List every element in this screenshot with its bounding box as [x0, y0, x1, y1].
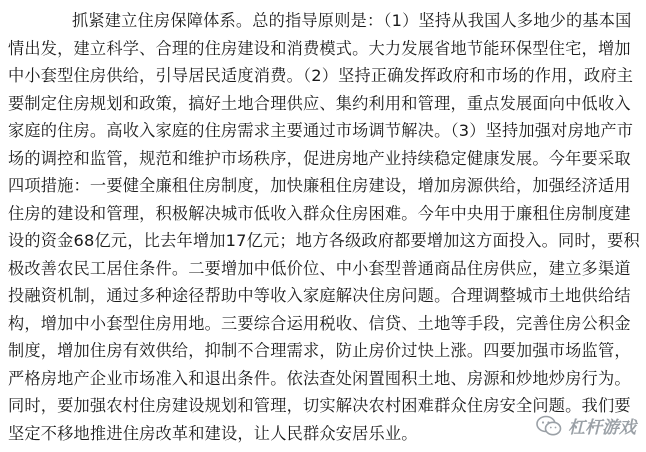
- paragraph-line: 坚定不移地推进住房改革和建设，让人民群众安居乐业。: [8, 423, 418, 443]
- wechat-icon: [536, 415, 562, 437]
- paragraph-line: 严格房地产企业市场准入和退出条件。依法查处闲置囤积土地、房源和炒地炒房行为。: [8, 368, 631, 388]
- paragraph-line: 构，增加中小套型住房用地。三要综合运用税收、信贷、土地等手段，完善住房公积金: [8, 313, 631, 333]
- paragraph-line: 极改善农民工居住条件。二要增加中低价位、中小套型普通商品住房供应，建立多渠道: [8, 258, 631, 278]
- paragraph-line: 要制定住房规划和政策，搞好土地合理供应、集约利用和管理，重点发展面向中低收入: [8, 93, 631, 113]
- paragraph-line: 抓紧建立住房保障体系。总的指导原则是：（1）坚持从我国人多地少的基本国: [72, 11, 632, 30]
- paragraph-line: 四项措施：一要健全廉租住房制度，加快廉租住房建设，增加房源供给，加强经济适用: [8, 176, 631, 195]
- paragraph-line: 制度，增加住房有效供给，抑制不合理需求，防止房价过快上涨。四要加强市场监管，: [8, 341, 631, 360]
- paragraph-line: 同时，要加强农村住房建设规划和管理，切实解决农村困难群众住房安全问题。我们要: [8, 396, 631, 415]
- watermark: [536, 413, 636, 438]
- document-body: [8, 7, 640, 447]
- paragraph-line: 中小套型住房供给，引导居民适度消费。（2）坚持正确发挥政府和市场的作用，政府主: [8, 66, 634, 85]
- paragraph-line: 设的资金68亿元，比去年增加17亿元；地方各级政府都要增加这方面投入。同时，要积: [8, 231, 640, 250]
- paragraph-line: 家庭的住房。高收入家庭的住房需求主要通过市场调节解决。（3）坚持加强对房地产市: [8, 121, 634, 140]
- paragraph-line: 情出发，建立科学、合理的住房建设和消费模式。大力发展省地节能环保型住宅，增加: [8, 38, 631, 58]
- watermark-text: 杠杆游戏: [568, 418, 636, 438]
- paragraph-line: 住房的建设和管理，积极解决城市低收入群众住房困难。今年中央用于廉租住房制度建: [8, 203, 631, 223]
- paragraph-line: 场的调控和监管，规范和维护市场秩序，促进房地产业持续稳定健康发展。今年要采取: [8, 148, 631, 168]
- paragraph-line: 投融资机制，通过多种途径帮助中等收入家庭解决住房问题。合理调整城市土地供给结: [8, 286, 631, 305]
